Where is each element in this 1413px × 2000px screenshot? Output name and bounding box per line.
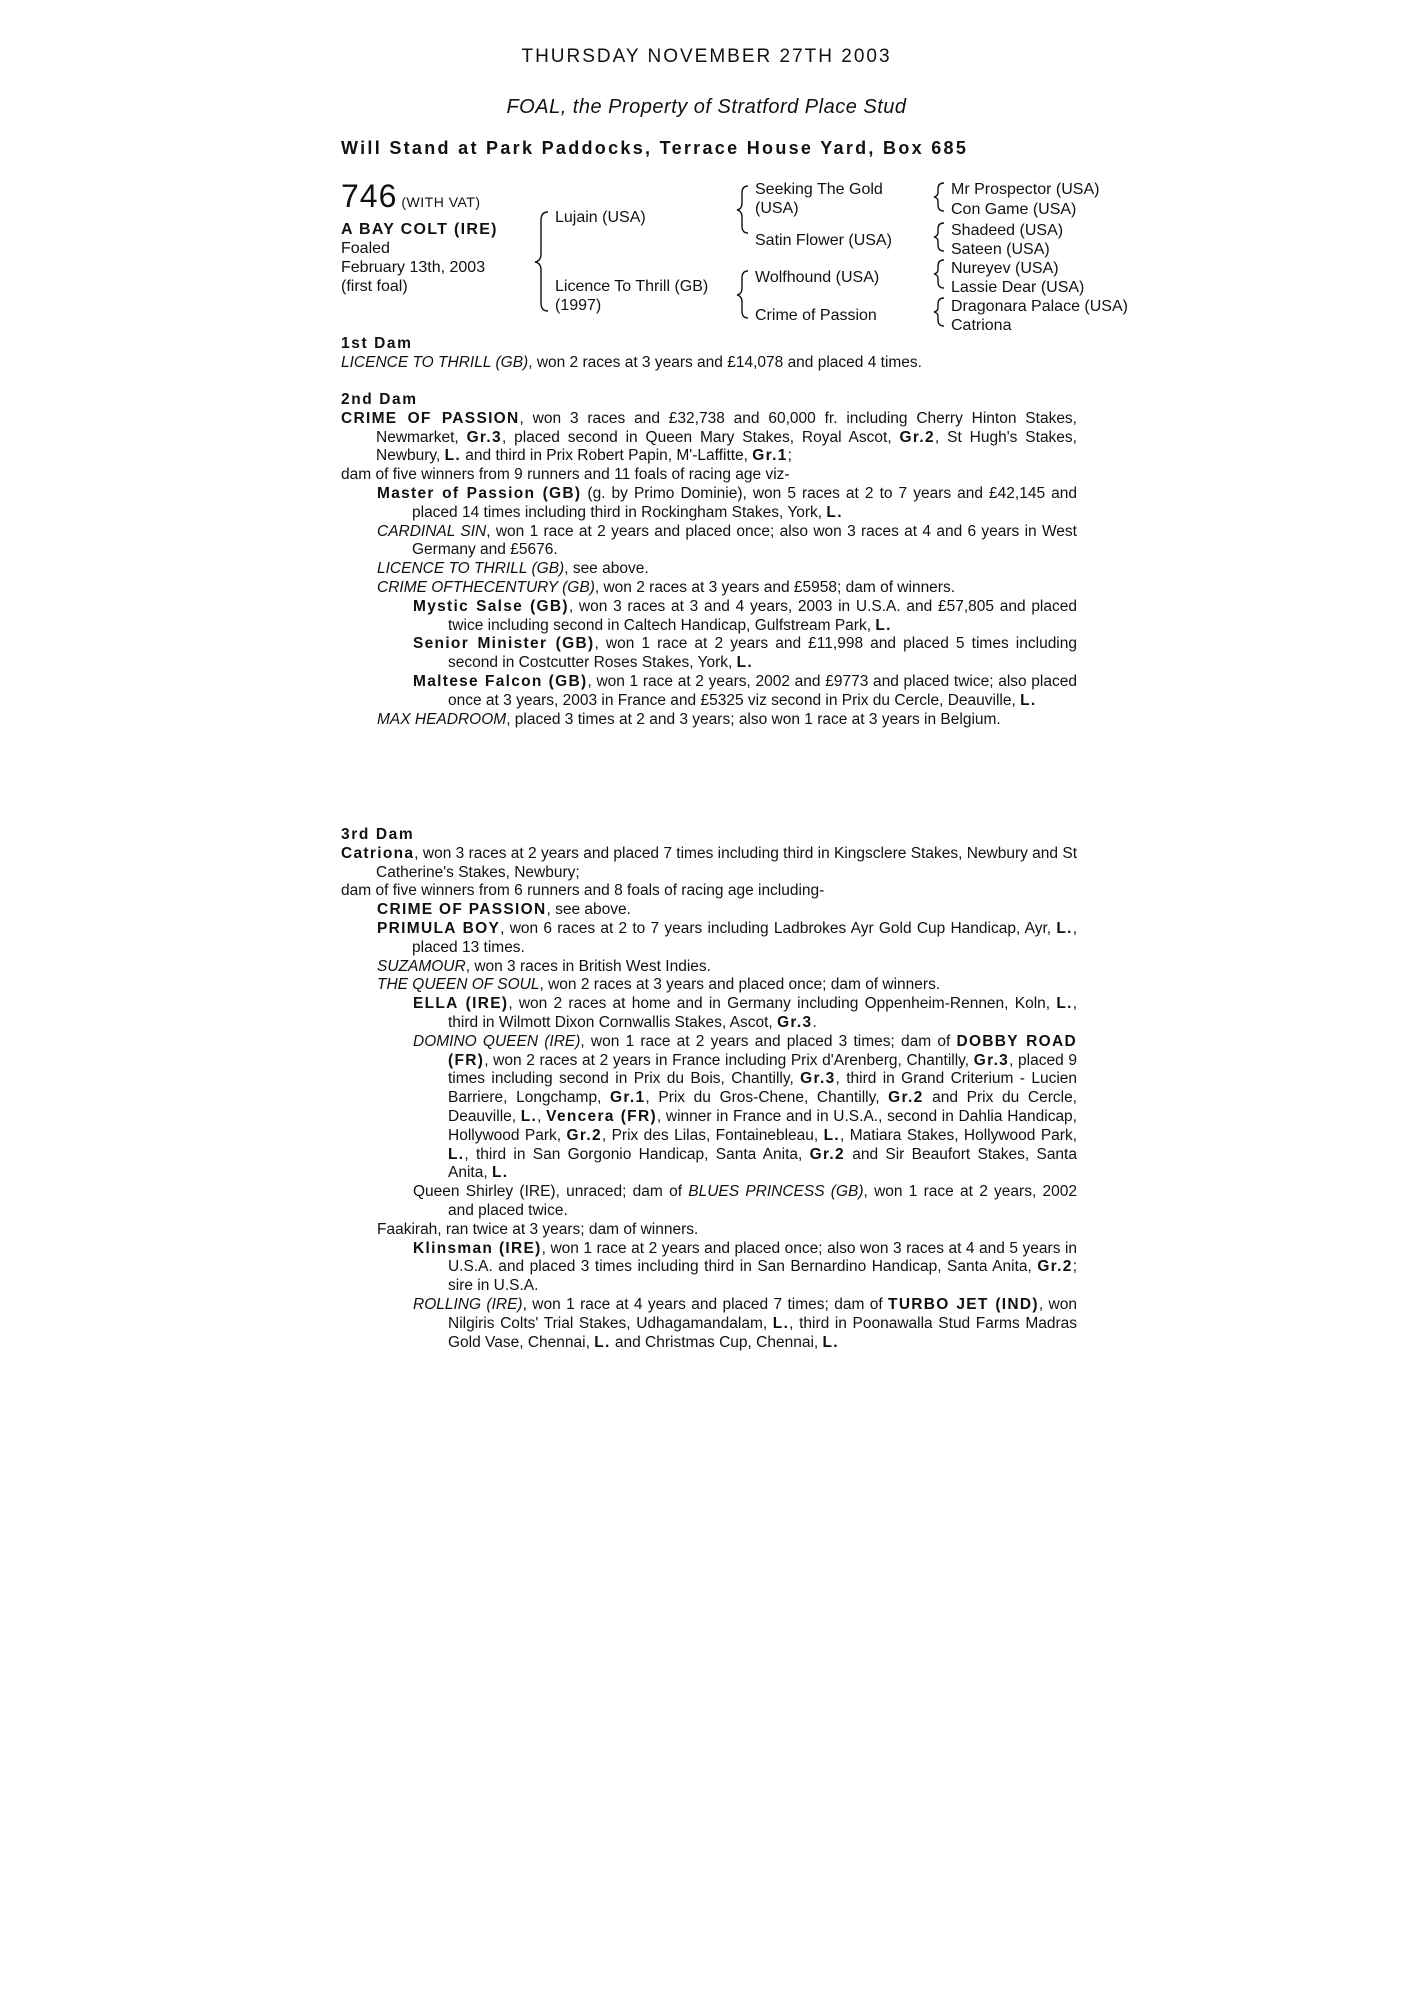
listed-label: L. xyxy=(520,1107,538,1125)
horse-name: TURBO JET (IND) xyxy=(888,1295,1039,1313)
grand-produce-entry xyxy=(341,1296,1077,1352)
foal-title: A BAY COLT (IRE) xyxy=(341,221,498,238)
first-foal-note: (first foal) xyxy=(341,278,408,295)
grade-label: Gr.3 xyxy=(777,1013,813,1031)
first-dam-name: LICENCE TO THRILL (GB) xyxy=(341,353,529,371)
listed-label: L. xyxy=(772,1314,790,1332)
horse-record: , winner in France and in U.S.A., second in Dahlia Handicap, Hollywood Park, xyxy=(448,1107,1077,1144)
vat-note: (WITH VAT) xyxy=(401,194,481,210)
first-dam-entry xyxy=(341,354,1077,373)
horse-record: . xyxy=(812,1013,817,1031)
horse-record: , third in Poonawalla Stud Farms Madras Gold Vase, Chennai, xyxy=(448,1314,1078,1351)
horse-name: DOBBY ROAD (FR) xyxy=(448,1032,1077,1069)
grand-produce-entry xyxy=(341,995,1077,1033)
grand-produce-entry xyxy=(341,673,1077,711)
horse-record: and Sir Beaufort Stakes, Santa Anita, xyxy=(448,1145,1077,1182)
produce-entry xyxy=(341,560,1077,579)
first-dam-text: , won 2 races at 3 years and £14,078 and placed 4 times. xyxy=(528,353,922,371)
second-dam-text-d: and third in Prix Robert Papin, M'-Laffitte, xyxy=(461,447,753,465)
horse-record: , won 1 race at 2 years, 2002 and £9773 and placed twice; also placed once at 3 years, 2003 in France and £5325 viz second in Prix du Cercle, Deauville, xyxy=(448,672,1077,709)
produce-entry: Faakirah, ran twice at 3 years; dam of winners. xyxy=(377,1220,699,1238)
listed-label: L. xyxy=(1056,919,1073,937)
second-dam-section xyxy=(341,391,1077,729)
horse-name: THE QUEEN OF SOUL xyxy=(377,976,540,994)
grand-produce-entry xyxy=(341,1033,1077,1183)
horse-record: , won 2 races at 3 years and placed once; dam of winners. xyxy=(539,976,941,994)
third-dam-text: , won 3 races at 2 years and placed 7 times including third in Kingsclere Stakes, Newbury and St Catherine's Stakes, Newbury; xyxy=(376,844,1077,881)
grade-label: Gr.2 xyxy=(888,1089,924,1107)
produce-entry xyxy=(341,579,1077,598)
listed-label: L. xyxy=(444,447,461,465)
horse-record: , won 1 race at 4 years and placed 7 times; dam of xyxy=(522,1295,889,1313)
pedigree-ddd: Catriona xyxy=(951,317,1012,334)
horse-name: Master of Passion (GB) xyxy=(377,484,582,502)
pedigree-dds: Dragonara Palace (USA) xyxy=(951,298,1128,315)
third-dam-name: Catriona xyxy=(341,844,415,862)
grade-label: Gr.3 xyxy=(973,1051,1010,1069)
horse-name: ELLA (IRE) xyxy=(413,995,509,1013)
pedigree-ssd: Con Game (USA) xyxy=(951,201,1077,218)
third-dam-produce-summary: dam of five winners from 6 runners and 8 foals of racing age including- xyxy=(341,882,825,900)
produce-entry xyxy=(341,523,1077,561)
horse-name: ROLLING (IRE) xyxy=(413,1295,523,1313)
horse-name: CARDINAL SIN xyxy=(377,522,487,540)
foaled-date: February 13th, 2003 xyxy=(341,259,486,276)
pedigree-sire-sire-country: (USA) xyxy=(755,200,799,217)
horse-record: , xyxy=(537,1107,547,1125)
pedigree-sire-dam: Satin Flower (USA) xyxy=(755,232,892,249)
grade-label: Gr.2 xyxy=(566,1126,602,1144)
grand-produce-entry xyxy=(341,598,1077,636)
horse-name: Senior Minister (GB) xyxy=(413,635,595,653)
horse-record: , won Nilgiris Colts' Trial Stakes, Udhagamandalam, xyxy=(448,1295,1077,1332)
horse-record: , won 1 race at 2 years and £11,998 and placed 5 times including second in Costcutter Roses Stakes, York, xyxy=(448,635,1077,672)
horse-record: , Prix des Lilas, Fontainebleau, xyxy=(601,1126,824,1144)
horse-record: , third in Grand Criterium - Lucien Barriere, Longchamp, xyxy=(448,1070,1078,1107)
horse-name: Maltese Falcon (GB) xyxy=(413,672,588,690)
grade-label: Gr.2 xyxy=(809,1145,845,1163)
horse-record: , Matiara Stakes, Hollywood Park, xyxy=(840,1126,1078,1144)
horse-record: (g. by Primo Dominie), won 5 races at 2 to 7 years and £42,145 and placed 14 times including third in Rockingham Stakes, York, xyxy=(412,484,1077,521)
foaled-label: Foaled xyxy=(341,240,390,257)
horse-record: , third in San Gorgonio Handicap, Santa Anita, xyxy=(464,1145,810,1163)
horse-name: MAX HEADROOM xyxy=(377,710,507,728)
produce-entry xyxy=(341,901,1077,920)
grade-label: Gr.2 xyxy=(899,428,935,446)
horse-record: , won 2 races at 2 years in France including Prix d'Arenberg, Chantilly, xyxy=(484,1051,974,1069)
horse-record: , won 1 race at 2 years and placed once; also won 3 races at 4 and 5 years in U.S.A. and placed 3 times including third in San Bernardino Handicap, Santa Anita, xyxy=(448,1239,1078,1276)
horse-record: , won 1 race at 2 years and placed once; also won 3 races at 4 and 6 years in West Germany and £5676. xyxy=(412,522,1077,559)
produce-entry xyxy=(341,976,1077,995)
second-dam-text-e: ; xyxy=(787,447,792,465)
horse-name: BLUES PRINCESS (GB) xyxy=(688,1183,864,1201)
pedigree-sds: Shadeed (USA) xyxy=(951,222,1064,239)
pedigree-sire: Lujain (USA) xyxy=(555,209,646,226)
horse-record: , third in Wilmott Dixon Cornwallis Stakes, Ascot, xyxy=(448,995,1077,1031)
third-dam-entry xyxy=(341,845,1077,883)
horse-name: PRIMULA BOY xyxy=(377,919,501,937)
grade-label: Gr.2 xyxy=(1037,1258,1073,1276)
horse-name: Klinsman (IRE) xyxy=(413,1239,542,1257)
lot-number: 746 xyxy=(341,178,398,214)
horse-record: , placed 9 times including second in Prix du Bois, Chantilly, xyxy=(448,1051,1078,1088)
listed-label: L. xyxy=(822,1333,839,1351)
first-dam-heading: 1st Dam xyxy=(341,335,413,352)
horse-name: Mystic Salse (GB) xyxy=(413,597,569,615)
horse-name: CRIME OF PASSION xyxy=(377,901,547,919)
pedigree-dam-sire: Wolfhound (USA) xyxy=(755,269,880,286)
pedigree-dam-dam: Crime of Passion xyxy=(755,307,877,324)
produce-entry xyxy=(341,920,1077,958)
listed-label: L. xyxy=(448,1145,465,1163)
listed-label: L. xyxy=(1020,691,1037,709)
horse-record: , see above. xyxy=(546,901,631,919)
pedigree-sss: Mr Prospector (USA) xyxy=(951,181,1100,198)
horse-record: , won 1 race at 2 years, 2002 and placed twice. xyxy=(448,1183,1077,1219)
first-dam-section xyxy=(341,335,1077,373)
listed-label: L. xyxy=(1056,995,1073,1013)
produce-entry xyxy=(341,958,1077,977)
pedigree-sdd: Sateen (USA) xyxy=(951,241,1050,258)
pedigree-dsd: Lassie Dear (USA) xyxy=(951,279,1085,296)
listed-label: L. xyxy=(736,654,753,672)
second-dam-produce-summary: dam of five winners from 9 runners and 11 foals of racing age viz- xyxy=(341,466,790,484)
second-dam-text-b: , placed second in Queen Mary Stakes, Royal Ascot, xyxy=(501,428,900,446)
horse-name: CRIME OFTHECENTURY (GB) xyxy=(377,578,595,596)
second-dam-text-a: , won 3 races and £32,738 and 60,000 fr. including Cherry Hinton Stakes, Newmarket, xyxy=(376,409,1077,446)
pedigree-sire-sire-name: Seeking The Gold xyxy=(755,181,883,198)
second-dam-text-c: , St Hugh's Stakes, Newbury, xyxy=(376,428,1077,465)
grand-produce-entry xyxy=(341,1240,1077,1296)
grade-label: Gr.1 xyxy=(610,1089,646,1107)
stand-location: Will Stand at Park Paddocks, Terrace House Yard, Box 685 xyxy=(341,138,969,158)
horse-record: , won 6 races at 2 to 7 years including Ladbrokes Ayr Gold Cup Handicap, Ayr, xyxy=(500,919,1057,937)
horse-record: , won 3 races in British West Indies. xyxy=(465,957,711,975)
horse-record: , placed 13 times. xyxy=(412,919,1077,956)
horse-record: , won 2 races at home and in Germany including Oppenheim-Rennen, Koln, xyxy=(508,995,1057,1013)
second-dam-name: CRIME OF PASSION xyxy=(341,409,520,427)
horse-record: ; sire in U.S.A. xyxy=(448,1258,1077,1295)
grade-label: Gr.1 xyxy=(752,447,788,465)
pedigree-dam-name: Licence To Thrill (GB) xyxy=(555,278,709,295)
third-dam-section xyxy=(341,826,1077,1352)
grade-label: Gr.3 xyxy=(800,1070,836,1088)
horse-record: , won 3 races at 3 and 4 years, 2003 in U.S.A. and £57,805 and placed twice including second in Caltech Handicap, Gulfstream Park, xyxy=(448,597,1077,634)
property-line: FOAL, the Property of Stratford Place Stud xyxy=(506,96,907,118)
horse-record: , see above. xyxy=(564,560,649,578)
listed-label: L. xyxy=(875,616,892,634)
horse-name: LICENCE TO THRILL (GB) xyxy=(377,560,565,578)
horse-record: , won 2 races at 3 years and £5958; dam of winners. xyxy=(594,578,956,596)
listed-label: L. xyxy=(491,1164,509,1182)
grand-produce-entry xyxy=(341,1183,1077,1221)
grand-produce-entry xyxy=(341,635,1077,673)
pedigree-dam xyxy=(555,277,708,315)
grade-label: Gr.3 xyxy=(466,428,502,446)
pedigree-sire-sire xyxy=(755,180,883,218)
produce-entry xyxy=(341,711,1077,730)
third-dam-heading: 3rd Dam xyxy=(341,826,415,843)
horse-name: DOMINO QUEEN (IRE) xyxy=(413,1032,581,1050)
horse-record: Queen Shirley (IRE), unraced; dam of xyxy=(413,1183,689,1201)
listed-label: L. xyxy=(826,503,843,521)
listed-label: L. xyxy=(594,1333,611,1351)
horse-name: Vencera (FR) xyxy=(546,1107,657,1125)
horse-record: and Christmas Cup, Chennai, xyxy=(610,1333,823,1351)
listed-label: L. xyxy=(823,1126,841,1144)
horse-name: SUZAMOUR xyxy=(377,957,466,975)
pedigree-dam-year: (1997) xyxy=(555,297,602,314)
horse-record: , won 1 race at 2 years and placed 3 times; dam of xyxy=(580,1032,957,1050)
sale-date: THURSDAY NOVEMBER 27TH 2003 xyxy=(521,46,892,67)
pedigree-dss: Nureyev (USA) xyxy=(951,260,1059,277)
second-dam-entry xyxy=(341,410,1077,466)
horse-record: , Prix du Gros-Chene, Chantilly, xyxy=(645,1089,889,1107)
second-dam-heading: 2nd Dam xyxy=(341,391,418,408)
horse-record: and Prix du Cercle, Deauville, xyxy=(448,1089,1077,1125)
horse-record: , placed 3 times at 2 and 3 years; also won 1 race at 3 years in Belgium. xyxy=(506,710,1001,728)
produce-entry xyxy=(341,485,1077,523)
